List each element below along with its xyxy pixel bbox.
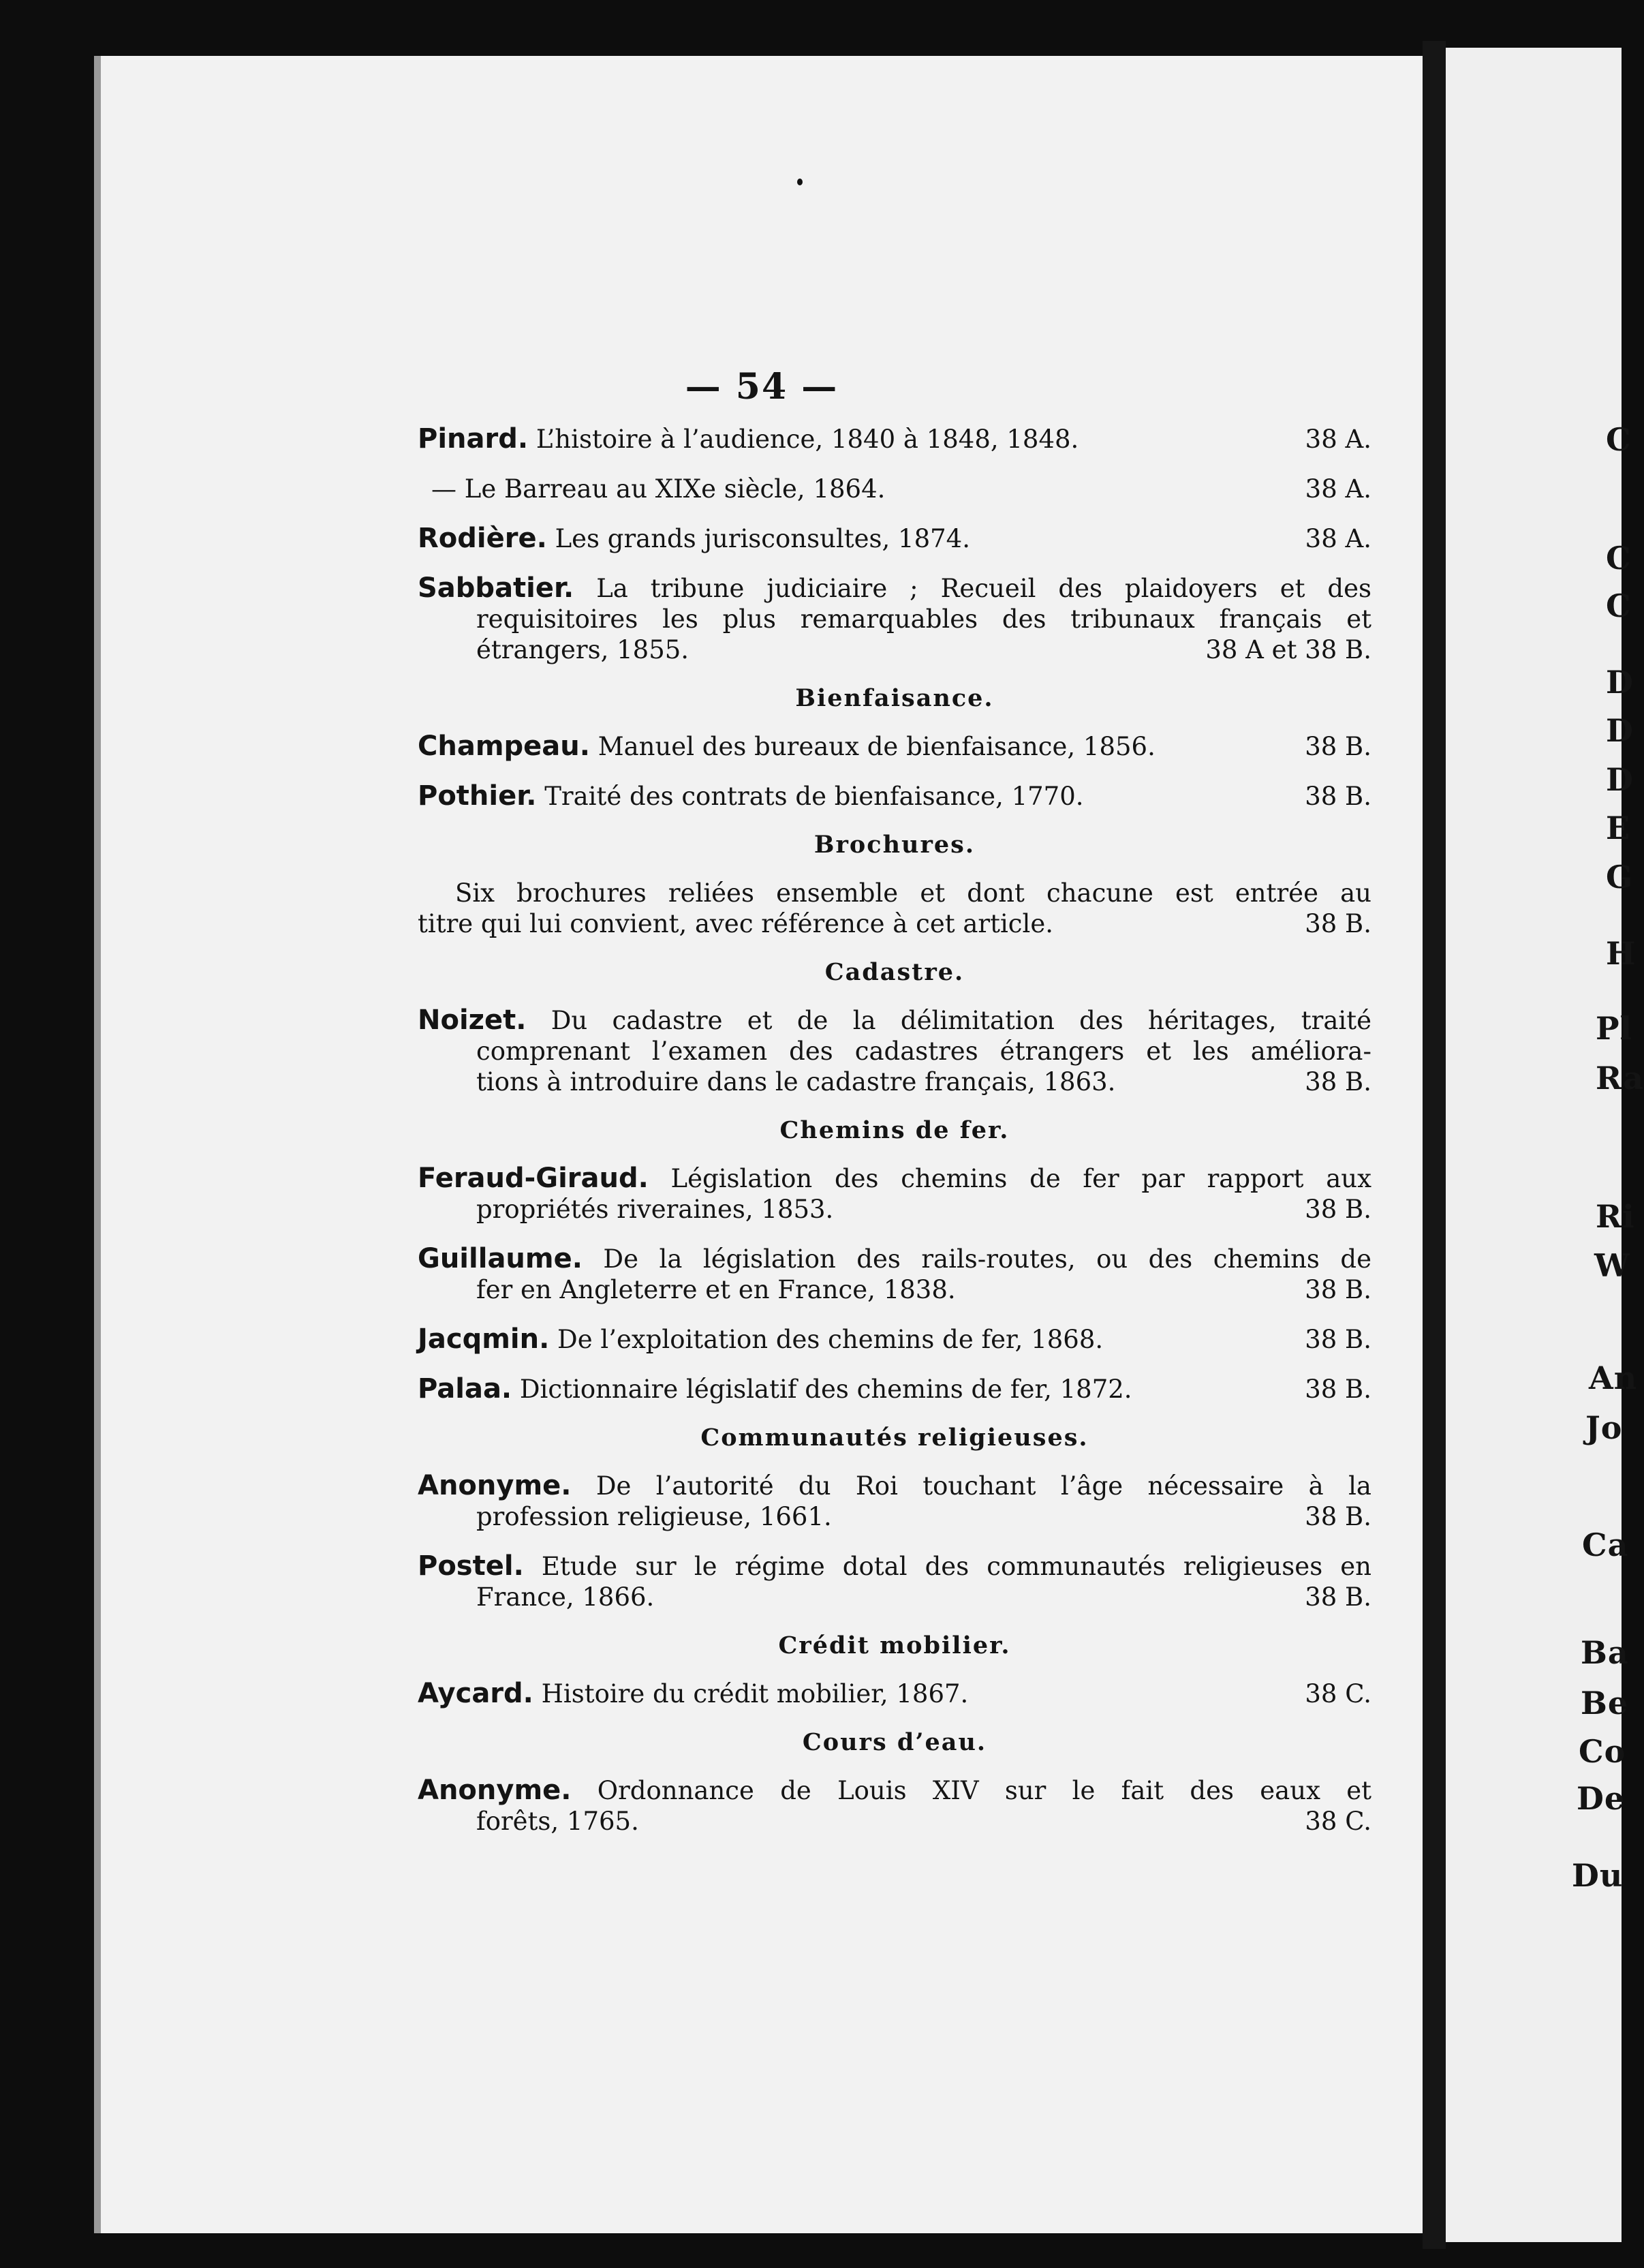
entry-champeau (418, 731, 1371, 762)
right-page-letter: Ca (1582, 1527, 1629, 1563)
right-page-letter: Ra (1596, 1060, 1644, 1097)
right-page-letter: D (1606, 761, 1634, 798)
section-heading-credit: Crédit mobilier. (778, 1631, 1011, 1659)
entry-title: Traité des contrats de bienfaisance, 1770. (544, 782, 1084, 811)
entry-ref: 38 C. (1305, 1807, 1371, 1836)
right-page-letter: D (1606, 664, 1634, 701)
entry-title: De la législation des rails-routes, ou des chemins de (603, 1244, 1371, 1274)
entry-author: Noizet. (418, 1005, 527, 1036)
entry-title-cont: France, 1866. (476, 1582, 655, 1612)
entry-ref: 38 A. (1305, 425, 1371, 454)
entry-title: Législation des chemins de fer par rapport aux (670, 1164, 1371, 1193)
entry-ref: 38 B. (1305, 1195, 1371, 1224)
entry-author: Champeau. (418, 731, 590, 762)
entry-author: Postel. (418, 1550, 524, 1582)
entry-ref: 38 B. (1305, 909, 1371, 938)
entry-author: Aycard. (418, 1678, 533, 1709)
entry-feraud-giraud (418, 1163, 1371, 1225)
entry-title-cont: étrangers, 1855. (476, 635, 689, 664)
entry-author: Anonyme. (418, 1775, 572, 1806)
entry-title-cont: propriétés riveraines, 1853. (476, 1195, 834, 1224)
right-page-letter: C (1606, 587, 1632, 624)
entry-ref: 38 B. (1305, 1275, 1371, 1304)
entry-title: Dictionnaire législatif des chemins de fer, 1872. (519, 1375, 1132, 1404)
entry-ref: 38 B. (1305, 782, 1371, 811)
right-page-letter: Du (1572, 1857, 1624, 1894)
entry-author: Feraud-Giraud. (418, 1163, 649, 1194)
entry-title: La tribune judiciaire ; Recueil des plaidoyers et des (596, 574, 1371, 603)
right-page-letter: G (1606, 859, 1634, 895)
section-heading-chemins: Chemins de fer. (779, 1116, 1010, 1144)
entry-title: Etude sur le régime dotal des communautés religieuses en (541, 1552, 1371, 1581)
right-page-letter: Ba (1581, 1634, 1629, 1671)
entry-text: titre qui lui convient, avec référence à cet article. (418, 909, 1054, 938)
entry-title: Les grands jurisconsultes, 1874. (555, 524, 970, 553)
entry-title: De l’exploitation des chemins de fer, 1868. (557, 1325, 1104, 1354)
right-page-letter: An (1589, 1360, 1638, 1396)
entry-title-cont: forêts, 1765. (476, 1807, 639, 1836)
entry-anonyme-1661 (418, 1471, 1371, 1532)
entry-title: — Le Barreau au XIXe siècle, 1864. (431, 474, 886, 504)
entry-ref: 38 B. (1305, 1502, 1371, 1531)
entry-title: Du cadastre et de la délimitation des héritages, traité (550, 1006, 1372, 1035)
entry-jacqmin (418, 1324, 1371, 1355)
right-page-edge (1446, 48, 1644, 2242)
entry-postel (418, 1551, 1371, 1612)
entry-ref: 38 B. (1305, 1375, 1371, 1404)
entry-title: De l’autorité du Roi touchant l’âge nécessaire à la (595, 1471, 1371, 1501)
left-page (94, 56, 1423, 2233)
right-page-letter: De (1577, 1780, 1626, 1817)
right-page-letter: Ri (1596, 1198, 1635, 1235)
entry-title-cont: fer en Angleterre et en France, 1838. (476, 1275, 956, 1304)
right-page-letter: Co (1579, 1733, 1626, 1770)
entry-title: L’histoire à l’audience, 1840 à 1848, 1848. (536, 425, 1079, 454)
right-page-letter: W (1594, 1247, 1630, 1284)
entry-aycard (418, 1679, 1371, 1709)
section-heading-cours: Cours d’eau. (802, 1728, 987, 1756)
entry-title-cont: tions à introduire dans le cadastre français, 1863. (476, 1067, 1116, 1097)
entry-title-cont: requisitoires les plus remarquables des tribunaux français et (476, 604, 1371, 634)
entry-title-cont: profession religieuse, 1661. (476, 1502, 832, 1531)
ink-speck (797, 179, 803, 185)
entry-brochures (418, 878, 1371, 939)
entry-palaa (418, 1374, 1371, 1405)
entry-author: Sabbatier. (418, 572, 574, 604)
book-gutter (1423, 41, 1446, 2249)
right-page-letter: D (1606, 712, 1634, 749)
entry-guillaume (418, 1244, 1371, 1305)
entry-ref: 38 C. (1305, 1679, 1371, 1708)
entry-author: Anonyme. (418, 1470, 572, 1501)
entry-author: Guillaume. (418, 1243, 583, 1274)
right-page-letter: E (1606, 810, 1631, 846)
entry-ref: 38 A. (1305, 474, 1371, 504)
entry-pinard (418, 424, 1371, 455)
entry-title: Histoire du crédit mobilier, 1867. (541, 1679, 969, 1708)
bibliography-list (418, 424, 1371, 1856)
entry-author: Jacqmin. (418, 1323, 550, 1355)
page-number: — 54 — (685, 366, 839, 408)
entry-ref: 38 B. (1305, 1582, 1371, 1612)
entry-title-cont: comprenant l’examen des cadastres étrangers et les améliora- (476, 1037, 1371, 1066)
entry-ref: 38 A et 38 B. (1205, 635, 1371, 664)
entry-ref: 38 B. (1305, 732, 1371, 761)
entry-author: Rodière. (418, 523, 547, 554)
entry-ref: 38 B. (1305, 1325, 1371, 1354)
right-page-letter: C (1606, 421, 1632, 458)
entry-ref: 38 B. (1305, 1067, 1371, 1097)
right-page-letter: Jo (1585, 1409, 1623, 1446)
entry-author: Pinard. (418, 423, 529, 455)
entry-text: Six brochures reliées ensemble et dont chacune est entrée au (455, 878, 1371, 908)
entry-title: Manuel des bureaux de bienfaisance, 1856. (598, 732, 1156, 761)
entry-anonyme-1765 (418, 1775, 1371, 1837)
section-heading-bienfaisance: Bienfaisance. (795, 684, 994, 712)
right-page-letter: H (1606, 935, 1637, 972)
entry-author: Palaa. (418, 1373, 512, 1405)
entry-ref: 38 A. (1305, 524, 1371, 553)
entry-pinard-2 (418, 474, 1371, 504)
entry-sabbatier (418, 573, 1371, 665)
right-page-letter: C (1606, 540, 1632, 577)
section-heading-cadastre: Cadastre. (824, 958, 965, 986)
entry-noizet (418, 1005, 1371, 1097)
section-heading-communautes: Communautés religieuses. (700, 1424, 1089, 1452)
right-page-letter: Pl (1596, 1010, 1633, 1047)
entry-title: Ordonnance de Louis XIV sur le fait des eaux et (597, 1776, 1371, 1805)
entry-pothier (418, 781, 1371, 812)
entry-rodiere (418, 523, 1371, 554)
right-page-letter: Be (1581, 1685, 1629, 1721)
entry-author: Pothier. (418, 780, 537, 812)
section-heading-brochures: Brochures. (813, 831, 976, 859)
